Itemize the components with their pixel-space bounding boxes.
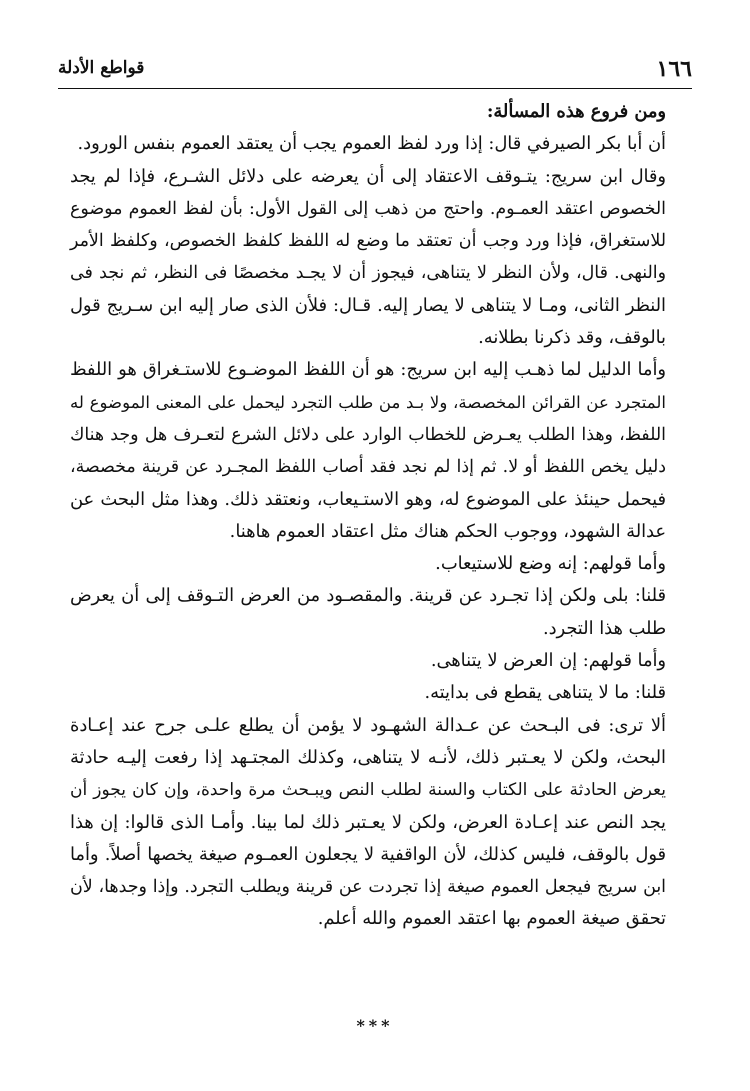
section-separator: *** [356,1016,394,1035]
text-line: وأما الدليل لما ذهـب إليه ابن سريج: هو أن اللفظ الموضـوع للاستـغراق هو اللفظ [70,359,666,381]
text-line: يجد النص عند إعـادة العرض، ولكن لا يعـتبر ذلك لما بينا. وأمـا الذى قالوا: إن هذا [70,811,666,833]
body-text [70,96,666,936]
text-line: عدالة الشهود، ووجوب الحكم هناك مثل اعتقاد العموم هاهنا. [229,520,666,542]
text-line: وأما قولهم: إنه وضع للاستيعاب. [435,553,666,575]
page-number: ١٦٦ [656,56,692,82]
text-line: اللفظ، وهذا الطلب يعـرض للخطاب الوارد على دلائل الشرع لتعـرف هل وجد هناك [70,424,666,445]
text-line: والنهى. قال، ولأن النظر لا يتناهى، فيجوز أن لا يجـد مخصصًا فى النظر، ثم نجد فى [70,263,666,284]
text-line: أن أبا بكر الصيرفي قال: إذا ورد لفظ العموم يجب أن يعتقد العموم بنفس الورود. [77,133,666,155]
running-header [58,56,692,86]
text-line: الخصوص اعتقد العمـوم. واحتج من ذهب إلى القول الأول: بأن لفظ العموم موضوع [70,198,666,219]
text-line: دليل يخص اللفظ أو لا. ثم إذا لم نجد فقد أصاب اللفظ المجـرد عن قرينة مخصصة، [70,457,666,478]
text-line: طلب هذا التجرد. [542,617,666,639]
text-line: للاستغراق، فإذا ورد وجب أن تعتقد ما وضع له اللفظ كلفظ الخصوص، وكلفظ الأمر [70,231,666,252]
text-line: وأما قولهم: إن العرض لا يتناهى. [430,650,666,672]
text-line: قلنا: بلى ولكن إذا تجـرد عن قرينة. والمقصـود من العرض التـوقف إلى أن يعرض [70,585,666,607]
text-line: النظر الثانى، ومـا لا يتناهى لا يصار إليه. قـال: فلأن الذى صار إليه ابن سـريج قول [70,294,666,316]
text-line: المتجرد عن القرائن المخصصة، ولا بـد من طلب التجرد ليحمل على المعنى الموضوع له [70,392,666,412]
text-line: ابن سريج فيجعل العموم صيغة إذا تجردت عن قرينة ويطلب التجرد. وإذا وجدها، لأن [70,877,666,898]
header-rule [58,88,692,89]
book-title: قواطع الأدلة [58,58,145,78]
text-line: فيحمل حينئذ على الموضوع له، وهو الاستـيعاب، ونعتقد ذلك. وهذا مثل البحث عن [70,488,666,510]
text-line: البحث، ولكن لا يعـتبر ذلك، لأنـه لا يتناهى، وكذلك المجتـهد إذا رفعت إليـه حادثة [70,746,666,768]
section-heading: ومن فروع هذه المسألة: [486,101,666,122]
text-line: ألا ترى: فى البـحث عن عـدالة الشهـود لا يؤمن أن يطلع علـى جرح عند إعـادة [70,714,666,736]
text-line: يعرض الحادثة على الكتاب والسنة لطلب النص ويبـحث مرة واحدة، وإن كان يجوز أن [70,780,666,801]
text-line: قول بالوقف، فليس كذلك، لأن الواقفية لا يجعلون العمـوم صيغة يخصها أصلاً. وأما [70,843,666,865]
text-line: قلنا: ما لا يتناهى يقطع فى بدايته. [424,682,666,704]
text-line: بالوقف، وقد ذكرنا بطلانه. [478,327,666,349]
text-line: وقال ابن سريج: يتـوقف الاعتقاد إلى أن يعرضه على دلائل الشـرع، فإذا لم يجد [70,165,666,187]
text-line: تحقق صيغة العموم بها اعتقد العموم والله أعلم. [317,908,666,930]
